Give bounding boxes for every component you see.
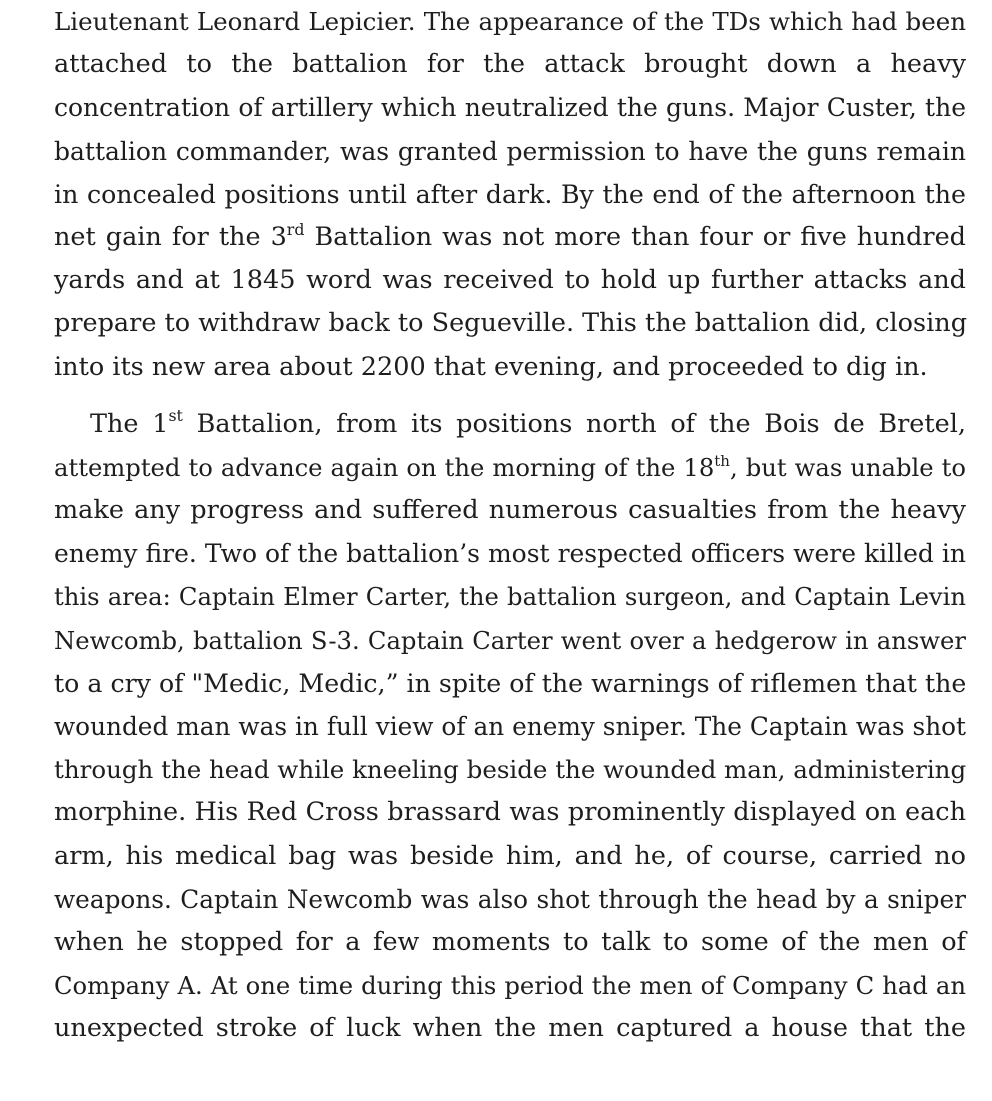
text-line — [54, 0, 966, 43]
paragraph-gap — [54, 389, 966, 403]
ordinal-superscript: rd — [286, 219, 305, 239]
text-run: Newcomb, battalion S-3. Captain Carter went over a hedgerow in answer — [54, 625, 966, 655]
text-run: The 1 — [90, 408, 169, 439]
text-line — [54, 964, 966, 1007]
text-run: unexpected stroke of luck when the men captured a house that the — [54, 1013, 966, 1044]
text-line — [54, 43, 966, 86]
text-run: attempted to advance again on the morning of the 18 — [54, 452, 715, 482]
document-page — [54, 0, 966, 1051]
text-run: Battalion, from its positions north of the Bois de Bretel, — [182, 408, 966, 439]
text-run: Battalion was not more than four or five hundred — [304, 221, 966, 252]
paragraph-p1 — [54, 0, 966, 389]
text-line — [54, 835, 966, 878]
text-run: Company A. At one time during this period the men of Company C had an — [54, 971, 966, 1001]
text-run: through the head while kneeling beside the wounded man, administering — [54, 755, 967, 785]
text-line — [54, 302, 966, 345]
text-run: , but was unable to — [729, 452, 966, 482]
text-line — [54, 346, 966, 389]
text-run: Lieutenant Leonard Lepicier. The appearance of the TDs which had been — [54, 7, 966, 36]
text-line — [54, 130, 966, 173]
text-line — [54, 259, 966, 302]
text-run: attached to the battalion for the attack brought down a heavy — [54, 49, 966, 80]
text-line — [54, 403, 966, 446]
text-run: weapons. Captain Newcomb was also shot through the head by a sniper — [54, 884, 966, 914]
text-run: arm, his medical bag was beside him, and he, of course, carried no — [54, 840, 966, 871]
text-line — [54, 446, 966, 489]
ordinal-superscript: st — [168, 406, 183, 426]
text-line — [54, 575, 966, 618]
text-run: concentration of artillery which neutralized the guns. Major Custer, the — [54, 93, 966, 123]
text-line — [54, 532, 966, 575]
text-run: net gain for the 3 — [54, 221, 287, 252]
text-run: battalion commander, was granted permission to have the guns remain — [54, 136, 966, 166]
text-line — [54, 619, 966, 662]
text-run: morphine. His Red Cross brassard was prominently displayed on each — [54, 797, 966, 828]
text-run: wounded man was in full view of an enemy sniper. The Captain was shot — [54, 712, 966, 741]
text-line — [54, 86, 966, 129]
text-line — [54, 748, 966, 791]
text-line — [54, 705, 966, 748]
ordinal-superscript: th — [714, 452, 730, 471]
text-run: enemy fire. Two of the battalion’s most respected officers were killed in — [54, 539, 966, 569]
text-run: to a cry of "Medic, Medic,” in spite of the warnings of riflemen that the — [54, 668, 967, 698]
paragraph-p2 — [54, 403, 966, 1051]
text-run: into its new area about 2200 that evening, and proceeded to dig in. — [54, 351, 928, 382]
text-line — [54, 216, 966, 259]
text-line — [54, 791, 966, 834]
text-run: when he stopped for a few moments to talk to some of the men of — [54, 926, 966, 957]
text-run: in concealed positions until after dark. By the end of the afternoon the — [54, 179, 966, 209]
text-line — [54, 1007, 966, 1050]
text-line — [54, 662, 966, 705]
text-run: prepare to withdraw back to Segueville. This the battalion did, closing — [54, 308, 968, 339]
text-line — [54, 878, 966, 921]
text-line — [54, 173, 966, 216]
text-run: this area: Captain Elmer Carter, the battalion surgeon, and Captain Levin — [54, 582, 966, 612]
text-run: yards and at 1845 word was received to hold up further attacks and — [54, 265, 966, 296]
text-line — [54, 489, 966, 532]
text-run: make any progress and suffered numerous casualties from the heavy — [54, 495, 966, 526]
text-line — [54, 921, 966, 964]
